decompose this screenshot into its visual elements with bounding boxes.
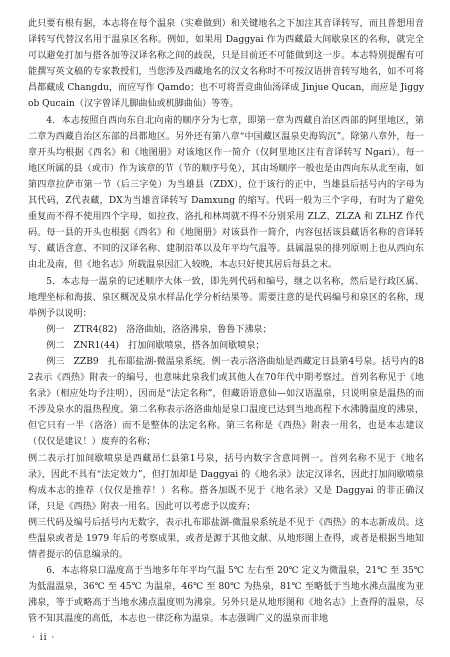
paragraph-6: 6．本志将泉口温度高于当地多年年平均气温 5℃ 左右至 20℃ 定义为微温泉，21℃ 至 35℃ 为低温温泉，36℃ 至 45℃ 为温泉，46℃ 至 80℃ 为热泉，81℃ 至略低于当地水沸点温度为亚沸泉，等于或略高于当地水沸点温度则为沸泉。另外只是从地形图和《地名志》上查得的温泉，尽管不知其温度的高低，本志也一律泛称为温泉。本志强调广义的温泉而非地 [28,566,424,625]
example-1: 例一 ZTR4(82) 洛洛曲灿，洛洛沸泉，鲁鲁下沸泉； [46,324,272,335]
paragraph-continued: 此只要有根有据，本志将在每个温泉（实难做到）和关键地名之下加注其音译转写，而且普想用音译转写代替汉名用于温泉区名称。例如，如果用 Daggyai 作为西藏最大间歇泉区的名称，就完全可以避免打加与搭各加等汉译名称之间的歧误，只是目前还不可能做到这一步。本志特别提醒有可能撰写英文稿的专家教授们，当您涉及西藏地名的汉文名称时不可按汉语拼音转写地名，如不可将昌都藏成 Changdu，而应写作 Qamdo；也不可将晋竞曲仙汤译成 Jinjue Qucan，而应是 Jiggyob Qucain（汉字曾译儿脚曲仙或机脚曲仙）等等。 [28,19,424,110]
paragraph-5: 5．本志每一温泉的记述顺序大体一致，即先列代码和编号，继之以名称，然后是行政区属、地理坐标和海拔、泉区概况及泉水样品化学分析结果等。需要注意的是代码编号和泉区的名称，现举例予以说明： [28,276,424,319]
paragraph-4: 4．本志按照自西向东自北向南的顺序分为七章，即第一章为西藏自治区西部的阿里地区，第二章为西藏自治区东部的昌都地区。另外还有第八章“中国藏区温泉史海钩沉”。除第八章外，每一章开头均根据《西名》和《地图册》对该地区作一简介（仅阿里地区注有音译转写 Ngari）。每一地区所属的县（或市）作为该章的节（节的顺序号免），其由场顺序一般也是由西向东从北至南，如第四章拉萨市第一节（后三字免）为当雄县（ZDX），位于该行的正中，当雄县后括号内的字母为其代码，Z代表藏，DX为当雄音译转写 Damxung 的缩写。代码一般为三个字母，有时为了避免重复而不得不使用四个字母，如拉孜、洛扎和林周就不得不分别采用 ZLZ、ZLZA 和 ZLHZ 作代码。每一县的开头也根据《西名》和《地图册》对该县作一简介，内容包括该县藏语名称的音译转写、藏语含意、不同的汉译名称、建制沿革以及年平均气温等。县属温泉的排列原则上也从西向东由北及南，但《地名志》所载温泉因汇入较晚，本志只好使其居后每县之末。 [28,115,424,271]
example-2: 例二 ZNR1(44) 打加间歇喷泉，搭各加间歇喷泉； [46,340,265,351]
example-2-explanation: 例二表示打加间歇喷泉是西藏昂仁县第1号泉，括号内数字含意同例一。首列名称不见于《地名录》，因此不具有“法定效力”，但打加却是 Daggyai 的《地名录》法定汉译名，因此打加间歇喷泉构成本志的推荐（仅仅是推荐！）名称。搭各加既不见于《地名录》又是 Daggyai 的非正确汉译，只是《西热》附表一用名。因此可以考虑予以废弃； [28,453,424,512]
page-number: · ii · [32,633,56,643]
example-3-note: 例三代码及编号后括号内无数字，表示扎布耶盐湖-微温泉系统是不见于《西热》的本志新成员。这些温泉或者是 1979 年后的考察成果，或者是源于其他文献、从地形图上查得，或者是根据当地知情者提示的信息编录的。 [28,517,424,561]
body-text [28,16,424,628]
example-3-explanation: 例三 ZZB9 扎布耶盐湖-微温泉系统。例一表示洛洛曲灿是西藏定日县第4号泉。括号内的82表示《西热》附表一的编号，也意味此泉我们或其他人在70年代中期考察过。首列名称见于《地名录》（相应处均予注明），因而是“法定名称”，但藏语语意仙—如汉语温泉，只说明泉是温热的而不涉及泉水的温热程度。第二名称表示洛洛曲灿是泉口温度已达到当地高程下水沸腾温度的沸泉，但它只有一半（洛洛）而不是整体的法定名称。第三名称是《西热》附表一用名，也是本志建议（仅仅是建议！）废弃的名称； [28,356,424,448]
